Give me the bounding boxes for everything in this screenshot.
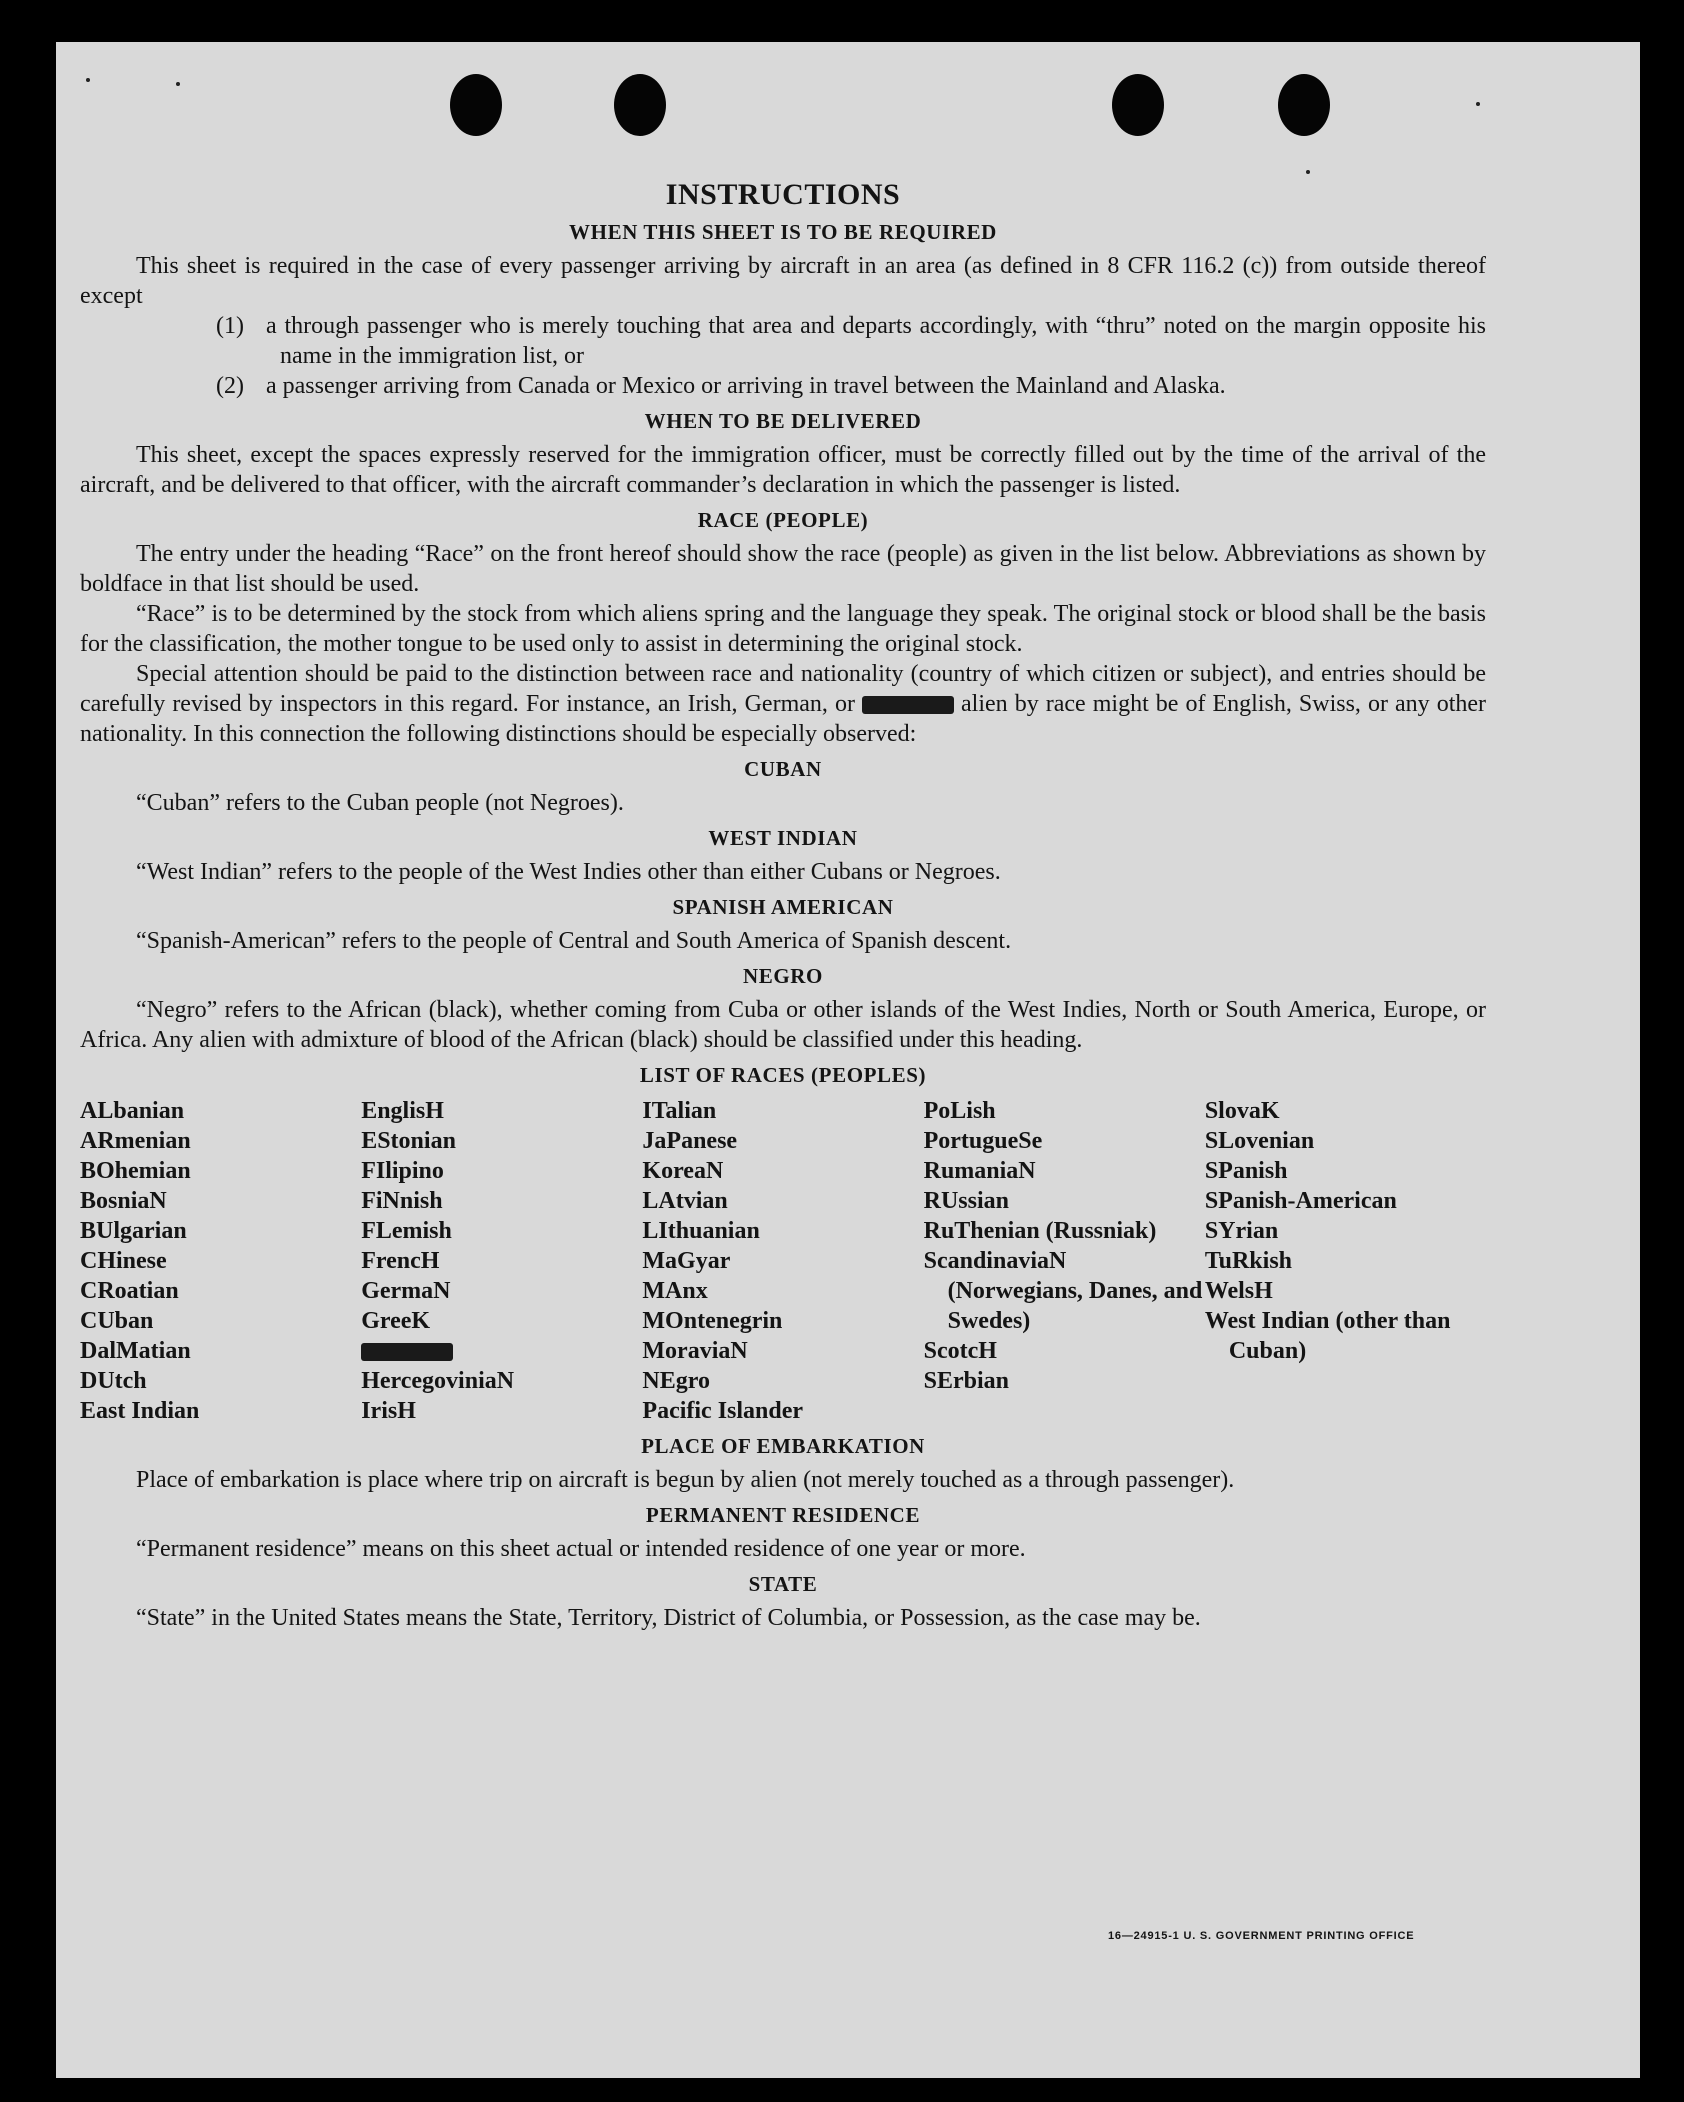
cuban-text: “Cuban” refers to the Cuban people (not Negroes). xyxy=(136,790,624,816)
race-item: SlovaK xyxy=(1204,1098,1280,1124)
races-column xyxy=(1205,1096,1486,1426)
race-item: FiNnish xyxy=(361,1188,443,1214)
race-item: ITalian xyxy=(642,1098,717,1124)
printer-imprint: 16—24915-1 U. S. GOVERNMENT PRINTING OFFICE xyxy=(1108,1930,1415,1942)
race-item: HercegoviniaN xyxy=(361,1368,515,1394)
race-item: West Indian (other than Cuban) xyxy=(1204,1308,1451,1364)
races-column xyxy=(361,1096,642,1426)
race-item: KoreaN xyxy=(642,1158,724,1184)
page-title: INSTRUCTIONS xyxy=(665,178,901,211)
race-item: FLemish xyxy=(361,1218,452,1244)
redaction-mark xyxy=(862,696,954,714)
section-heading-embarkation: PLACE OF EMBARKATION xyxy=(641,1434,925,1458)
section-heading-list-of-races: LIST OF RACES (PEOPLES) xyxy=(639,1063,927,1087)
exception-item: (1) a through passenger who is merely touching that area and departs accordingly, with “thru” noted on the margin opposite his name in the immigration list, or xyxy=(216,313,1486,369)
dust-speck xyxy=(1306,170,1310,174)
race-item: BosniaN xyxy=(80,1188,167,1214)
race-item: RUssian xyxy=(923,1188,1009,1214)
race-item: IrisH xyxy=(361,1398,416,1424)
race-item: MaGyar xyxy=(642,1248,731,1274)
race-item: SPanish-American xyxy=(1204,1188,1397,1214)
race-item: GreeK xyxy=(361,1308,431,1334)
race-item: East Indian xyxy=(80,1398,200,1424)
race-item: TuRkish xyxy=(1204,1248,1292,1274)
punch-hole xyxy=(1112,74,1164,136)
exception-item: (2) a passenger arriving from Canada or Mexico or arriving in travel between the Mainland and Alaska. xyxy=(216,373,1226,399)
section-heading-when-delivered: WHEN TO BE DELIVERED xyxy=(644,409,922,433)
section-heading-spanish-american: SPANISH AMERICAN xyxy=(672,895,894,919)
instructions-content xyxy=(80,178,1486,1633)
race-item: FIlipino xyxy=(361,1158,444,1184)
section-heading-race: RACE (PEOPLE) xyxy=(697,508,869,532)
race-item: ARmenian xyxy=(80,1128,191,1154)
dust-speck xyxy=(176,82,180,86)
spanish-american-text: “Spanish-American” refers to the people of Central and South America of Spanish descent. xyxy=(136,928,1012,954)
race-item: FrencH xyxy=(361,1248,440,1274)
section-heading-west-indian: WEST INDIAN xyxy=(708,826,858,850)
section-heading-permanent-residence: PERMANENT RESIDENCE xyxy=(645,1503,921,1527)
permanent-residence-text: “Permanent residence” means on this sheet actual or intended residence of one year or more. xyxy=(136,1536,1026,1562)
section-heading-cuban: CUBAN xyxy=(744,757,822,781)
negro-text: “Negro” refers to the African (black), whether coming from Cuba or other islands of the West Indies, North or South America, Europe, or Africa. Any alien with admixture of blood of the African (black) should be classified under this heading. xyxy=(80,997,1486,1053)
punch-hole xyxy=(614,74,666,136)
race-item: JaPanese xyxy=(642,1128,738,1154)
dust-speck xyxy=(1476,102,1480,106)
dust-speck xyxy=(86,78,90,82)
race-item: PortugueSe xyxy=(923,1128,1043,1154)
race-item: RumaniaN xyxy=(923,1158,1036,1184)
race-item: RuThenian (Russniak) xyxy=(923,1218,1157,1244)
section-heading-when-required: WHEN THIS SHEET IS TO BE REQUIRED xyxy=(569,220,997,244)
when-delivered-text: This sheet, except the spaces expressly reserved for the immigration officer, must be correctly filled out by the time of the arrival of the aircraft, and be delivered to that officer, with the aircraft commander’s declaration in which the passenger is listed. xyxy=(80,442,1486,498)
race-item: NEgro xyxy=(642,1368,710,1394)
race-item: WelsH xyxy=(1204,1278,1273,1304)
section-heading-negro: NEGRO xyxy=(742,964,823,988)
race-item: BUlgarian xyxy=(80,1218,187,1244)
redaction-mark xyxy=(361,1343,453,1361)
section-heading-state: STATE xyxy=(748,1572,818,1596)
race-item-redacted xyxy=(361,1336,642,1366)
race-item: CUban xyxy=(80,1308,154,1334)
race-paragraph-2: “Race” is to be determined by the stock from which aliens spring and the language they speak. The original stock or blood shall be the basis for the classification, the mother tongue to be used only to assist in determining the original stock. xyxy=(80,601,1486,657)
punch-hole xyxy=(450,74,502,136)
race-item: MoraviaN xyxy=(642,1338,748,1364)
exception-list xyxy=(80,311,1486,401)
race-paragraph-3: Special attention should be paid to the distinction between race and nationality (country of which citizen or subject), and entries should be carefully revised by inspectors in this regard. For instance, an Irish, German, or alien by race might be of English, Swiss, or any other nationality. In this connection the following distinctions should be especially observed: xyxy=(80,661,1487,747)
race-item: DalMatian xyxy=(80,1338,191,1364)
when-required-intro: This sheet is required in the case of every passenger arriving by aircraft in an area (as defined in 8 CFR 116.2 (c)) from outside thereof except xyxy=(80,253,1486,309)
race-item: CHinese xyxy=(80,1248,167,1274)
race-item: SErbian xyxy=(923,1368,1009,1394)
race-item: SYrian xyxy=(1204,1218,1279,1244)
race-item: BOhemian xyxy=(80,1158,191,1184)
race-item: CRoatian xyxy=(80,1278,179,1304)
race-paragraph-1: The entry under the heading “Race” on the front hereof should show the race (people) as given in the list below. Abbreviations as shown by boldface in that list should be used. xyxy=(80,541,1486,597)
race-item: ScotcH xyxy=(923,1338,997,1364)
west-indian-text: “West Indian” refers to the people of the West Indies other than either Cubans or Negroes. xyxy=(136,859,1001,885)
race-item: ALbanian xyxy=(80,1098,185,1124)
race-item: PoLish xyxy=(923,1098,996,1124)
race-item: GermaN xyxy=(361,1278,451,1304)
race-item: MOntenegrin xyxy=(642,1308,783,1334)
race-item: EnglisH xyxy=(361,1098,444,1124)
race-item: LIthuanian xyxy=(642,1218,760,1244)
races-list xyxy=(80,1096,1486,1426)
races-column xyxy=(924,1096,1205,1426)
race-item: LAtvian xyxy=(642,1188,728,1214)
race-item: EStonian xyxy=(361,1128,456,1154)
race-item: DUtch xyxy=(80,1368,147,1394)
race-item: SLovenian xyxy=(1204,1128,1315,1154)
document-page xyxy=(56,42,1640,2078)
races-column xyxy=(642,1096,923,1426)
race-item: Pacific Islander xyxy=(642,1398,804,1424)
race-item: ScandinaviaN (Norwegians, Danes, and Swedes) xyxy=(923,1248,1203,1334)
embarkation-text: Place of embarkation is place where trip on aircraft is begun by alien (not merely touched as a through passenger). xyxy=(136,1467,1235,1493)
state-text: “State” in the United States means the State, Territory, District of Columbia, or Possession, as the case may be. xyxy=(136,1605,1201,1631)
race-item: SPanish xyxy=(1204,1158,1288,1184)
races-column xyxy=(80,1096,361,1426)
punch-hole xyxy=(1278,74,1330,136)
race-item: MAnx xyxy=(642,1278,708,1304)
